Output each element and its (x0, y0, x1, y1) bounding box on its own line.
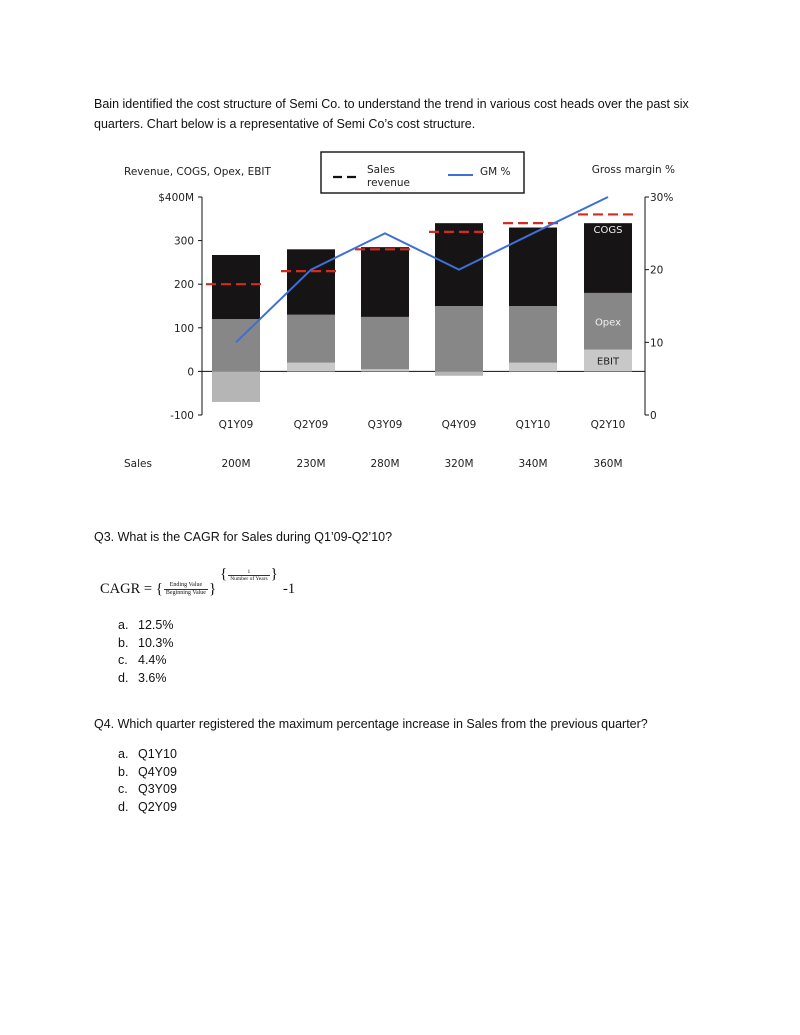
cogs-bar (361, 247, 409, 317)
cost-structure-chart (0, 145, 800, 480)
legend-sales-label-1: Sales (367, 164, 395, 176)
y-tick-label: $400M (158, 192, 194, 204)
cogs-bar (287, 249, 335, 314)
sales-row-value: 200M (221, 458, 251, 470)
q4-option-a[interactable]: a. Q1Y10 (118, 747, 177, 761)
ebit-bar (212, 371, 260, 402)
cogs-segment-label: COGS (593, 225, 623, 237)
opex-bar (287, 315, 335, 363)
x-tick-label: Q1Y09 (218, 419, 254, 431)
ebit-bar (509, 363, 557, 372)
exponent-denominator: Number of Years (230, 575, 268, 582)
formula-fraction (164, 582, 208, 597)
x-tick-label: Q2Y10 (590, 419, 626, 431)
y2-tick-label: 0 (650, 410, 657, 422)
opex-bar (509, 306, 557, 363)
formula-lhs: CAGR = (100, 581, 153, 597)
y2-tick-label: 30% (650, 192, 674, 204)
x-tick-label: Q1Y10 (515, 419, 551, 431)
cagr-formula: CAGR = { $\frac{\text{Ending Value}}{\text{Beginning Value}}$ } { $\frac{1}{\text{Number of Years}}$ } -1 (100, 566, 296, 597)
opex-bar (435, 306, 483, 371)
sales-row-value: 360M (593, 458, 623, 470)
y-tick-label: 200 (173, 279, 194, 292)
exponent-numerator: 1 (228, 569, 269, 576)
q3-option-d[interactable]: d. 3.6% (118, 670, 167, 685)
q4-options (118, 746, 177, 816)
legend-sales-label-2: revenue (367, 177, 410, 189)
opex-bar (361, 317, 409, 369)
left-axis-title: Revenue, COGS, Opex, EBIT (124, 166, 271, 178)
sales-row-value: 230M (296, 458, 326, 470)
cogs-bar (435, 223, 483, 306)
formula-exponent: { $\frac{1}{\text{Number of Years}}$ } (220, 566, 278, 582)
y-tick-label: -100 (170, 410, 194, 422)
x-tick-label: Q3Y09 (367, 419, 403, 431)
cogs-bar (212, 255, 260, 319)
y2-tick-label: 20 (650, 264, 664, 277)
legend-gm-label: GM % (480, 166, 511, 178)
right-axis-title: Gross margin % (591, 164, 675, 176)
y2-tick-label: 10 (650, 337, 664, 350)
q3-option-c[interactable]: c. 4.4% (118, 653, 167, 667)
q4-question: Q4. Which quarter registered the maximum percentage increase in Sales from the previous quarter? (94, 717, 648, 731)
q4-option-c[interactable]: c. Q3Y09 (118, 782, 177, 796)
sales-row-value: 320M (444, 458, 474, 470)
y-tick-label: 300 (173, 235, 194, 248)
sales-row-label: Sales (124, 458, 152, 470)
formula-denominator: Beginning Value (165, 590, 206, 597)
x-tick-label: Q2Y09 (293, 419, 329, 431)
opex-segment-label: Opex (594, 317, 622, 329)
ebit-segment-label: EBIT (596, 356, 620, 368)
intro-paragraph: Bain identified the cost structure of Semi Co. to understand the trend in various cost heads over the past six quarters. Chart below is a representative of Semi Co’s cost structure. (94, 97, 689, 131)
sales-row-value: 280M (370, 458, 400, 470)
q3-option-a[interactable]: a. 12.5% (118, 618, 174, 632)
x-tick-label: Q4Y09 (441, 419, 477, 431)
cogs-bar (509, 228, 557, 306)
ebit-bar (435, 371, 483, 375)
sales-row-value: 340M (518, 458, 548, 470)
ebit-bar (361, 369, 409, 371)
formula-numerator: Ending Value (164, 582, 208, 590)
formula-tail: -1 (283, 581, 296, 597)
ebit-bar (287, 363, 335, 372)
q3-option-b[interactable]: b. 10.3% (118, 635, 174, 650)
q3-question: Q3. What is the CAGR for Sales during Q1’09-Q2’10? (94, 530, 393, 544)
y-tick-label: 100 (173, 322, 194, 335)
q3-options (118, 617, 173, 687)
y-tick-label: 0 (187, 366, 194, 379)
q4-option-d[interactable]: d. Q2Y09 (118, 799, 177, 814)
q4-option-b[interactable]: b. Q4Y09 (118, 764, 177, 779)
